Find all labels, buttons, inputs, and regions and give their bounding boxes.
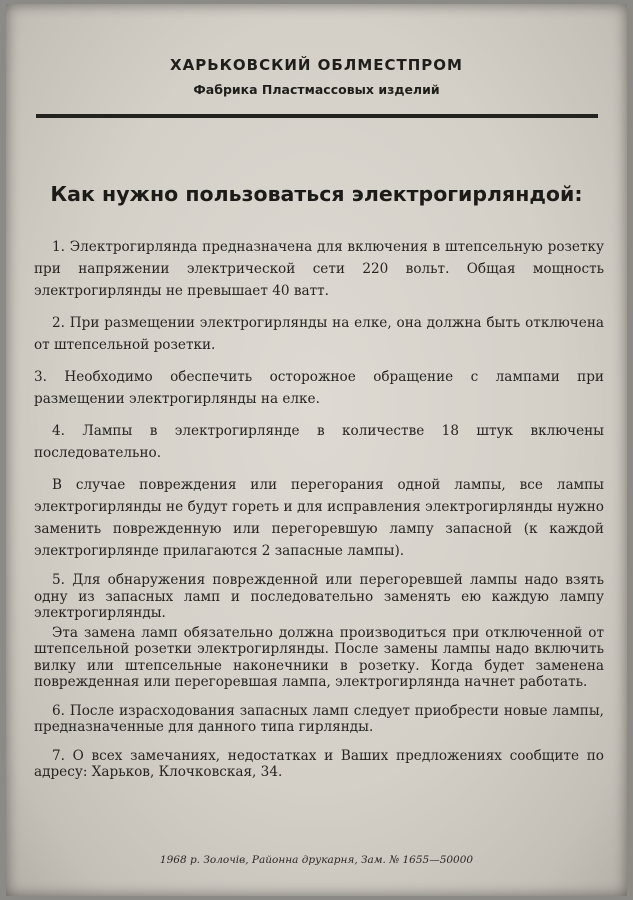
factory-name: Фабрика Пластмассовых изделий bbox=[193, 82, 440, 97]
document-title: Как нужно пользоваться электрогирляндой: bbox=[50, 182, 583, 206]
header-divider bbox=[36, 114, 598, 118]
instruction-sheet bbox=[6, 4, 627, 896]
instructions-body bbox=[34, 236, 604, 784]
instruction-paragraph-1: 1. Электрогирлянда предназначена для включения в штепсельную розетку при напряжении электрической сети 220 вольт. Общая мощность электрогирлянды не превышает 40 ватт. bbox=[34, 239, 604, 299]
instruction-paragraph-2: 2. При размещении электрогирлянды на елке, она должна быть отключена от штепсельной розетки. bbox=[34, 315, 604, 353]
instruction-paragraph-5: 5. Для обнаружения поврежденной или перегоревшей лампы надо взять одну из запасных ламп и последовательно заменять ею каждую лампу электрогирлянды. bbox=[34, 572, 604, 621]
instruction-paragraph-6: 6. После израсходования запасных ламп следует приобрести новые лампы, предназначенные для данного типа гирлянды. bbox=[34, 702, 604, 735]
letterhead bbox=[6, 56, 627, 97]
print-imprint: 1968 р. Золочів, Районна друкарня, Зам. № 1655—50000 bbox=[159, 854, 474, 866]
instruction-paragraph-4-note: В случае повреждения или перегорания одной лампы, все лампы электрогирлянды не будут гореть и для исправления электрогирлянды нужно заменить поврежденную или перегоревшую лампу запасной (к каждой электрогирлянде прилагаются 2 запасные лампы). bbox=[34, 477, 604, 559]
instruction-paragraph-5-note: Эта замена ламп обязательно должна производиться при отключенной от штепсельной розетки электрогирлянды. После замены лампы надо включить вилку или штепсельные наконечники в розетку. Когда будет заменена поврежденная или перегоревшая лампа, электрогирлянда начнет работать. bbox=[34, 624, 604, 690]
instruction-paragraph-7: 7. О всех замечаниях, недостатках и Ваших предложениях сообщите по адресу: Харьков, Клочковская, 34. bbox=[34, 747, 604, 780]
instruction-paragraph-4: 4. Лампы в электрогирлянде в количестве 18 штук включены последовательно. bbox=[34, 423, 604, 461]
instruction-paragraph-3: 3. Необходимо обеспечить осторожное обращение с лампами при размещении электрогирлянды на елке. bbox=[34, 369, 604, 407]
organization-name: ХАРЬКОВСКИЙ ОБЛМЕСТПРОМ bbox=[170, 56, 463, 74]
